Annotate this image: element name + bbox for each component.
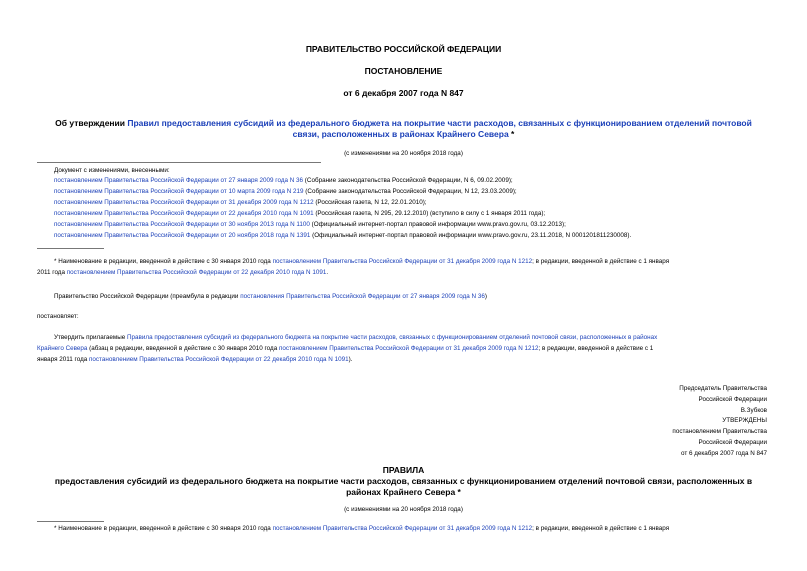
preamble-text: ) [484,293,487,300]
amendment-link[interactable]: постановлением Правительства Российской Федерации от 10 марта 2009 года N 219 [54,188,304,195]
footnote-title-line2 [37,268,328,279]
footnote2-line1 [54,524,669,535]
amendment-source: (Российская газета, N 295, 29.12.2010) (вступило в силу с 1 января 2011 года); [313,210,546,217]
amendment-source: (Официальный интернет-портал правовой информации www.pravo.gov.ru, 23.11.2018, N 0001201811230008). [310,232,632,239]
rules-title-line2: районах Крайнего Севера * [346,487,461,497]
footnote-text: ; в редакции, введенной в действие с 1 января [532,258,670,265]
footnote-text: 2011 года [37,269,67,276]
signature-name: В.Зубков [740,407,767,414]
approve-text: ; в редакции, введенной в действие с 1 [538,345,654,352]
amendment-item [54,209,545,220]
doctype-heading: ПОСТАНОВЛЕНИЕ [364,66,443,76]
footnote-link[interactable]: постановлением Правительства Российской Федерации от 31 декабря 2009 года N 1212 [272,258,533,265]
amendment-link[interactable]: постановлением Правительства Российской Федерации от 30 ноября 2013 года N 1100 [54,221,310,228]
amendment-item [54,198,427,209]
approved-date: от 6 декабря 2007 года N 847 [680,450,767,457]
approve-rules-link-cont[interactable]: Крайнего Севера [37,345,88,352]
amendment-source: (Собрание законодательства Российской Федерации, N 12, 23.03.2009); [303,188,517,195]
signature-position-2: Российской Федерации [698,396,767,403]
amendment-item [54,231,631,242]
amendment-source: (Собрание законодательства Российской Федерации, N 6, 09.02.2009); [303,177,513,184]
amendment-source: (Официальный интернет-портал правовой информации www.pravo.gov.ru, 03.12.2013); [309,221,566,228]
amendment-item [54,187,517,198]
title-suffix: * [508,129,515,139]
approve-text: ). [348,356,353,363]
approve-line3 [37,355,352,366]
approve-link[interactable]: постановлением Правительства Российской Федерации от 31 декабря 2009 года N 1212 [278,345,539,352]
amendment-item [54,176,513,187]
amendment-link[interactable]: постановлением Правительства Российской Федерации от 27 января 2009 года N 36 [54,177,304,184]
approve-text: (абзац в редакции, введенной в действие с 30 января 2010 года [87,345,279,352]
approved-by: постановлением Правительства [672,428,767,435]
approve-rules-link[interactable]: Правила предоставления субсидий из федерального бюджета на покрытие части расходов, связанных с функционированием отделений почтовой связи, расположенных в районах [127,334,658,341]
footnote-text: * Наименование в редакции, введенной в действие с 30 января 2010 года [54,258,273,265]
footnote-text: . [326,269,329,276]
footnote-title-line1 [54,257,669,268]
amendments-intro: Документ с изменениями, внесенными: [54,167,170,174]
footnote-text: * Наименование в редакции, введенной в действие с 30 января 2010 года [54,525,273,532]
approve-text: Утвердить прилагаемые [54,334,127,341]
divider [37,162,321,163]
approved-label: УТВЕРЖДЕНЫ [722,417,767,424]
approve-line2 [37,344,653,355]
rules-title-line1: предоставления субсидий из федерального бюджета на покрытие части расходов, связанных с функционированием отделений почтовой связи, расположенных в [54,476,753,486]
document-title-line2 [0,129,807,139]
amendment-link[interactable]: постановлением Правительства Российской Федерации от 20 ноября 2018 года N 1391 [54,232,311,239]
footnote-link[interactable]: постановлением Правительства Российской Федерации от 22 декабря 2010 года N 1091 [66,269,327,276]
preamble [54,292,487,303]
title-prefix: Об утверждении [55,118,128,128]
preamble-link[interactable]: постановления Правительства Российской Федерации от 27 января 2009 года N 36 [240,293,485,300]
footnote-link[interactable]: постановлением Правительства Российской Федерации от 31 декабря 2009 года N 1212 [272,525,533,532]
document-date: от 6 декабря 2007 года N 847 [343,88,464,98]
approve-line1 [54,333,657,344]
amendment-link[interactable]: постановлением Правительства Российской Федерации от 31 декабря 2009 года N 1212 [54,199,314,206]
footnote-divider [37,248,104,249]
approve-link[interactable]: постановлением Правительства Российской Федерации от 22 декабря 2010 года N 1091 [89,356,349,363]
title-rules-link-cont[interactable]: связи, расположенных в районах Крайнего Севера [292,129,509,139]
decides-text: постановляет: [37,313,79,320]
rules-heading: ПРАВИЛА [382,465,425,475]
signature-position: Председатель Правительства [679,385,767,392]
footnote-divider-2 [37,521,104,522]
amendment-link[interactable]: постановлением Правительства Российской Федерации от 22 декабря 2010 года N 1091 [54,210,314,217]
amendment-source: (Российская газета, N 12, 22.01.2010); [313,199,427,206]
amendment-item [54,220,566,231]
changes-note: (с изменениями на 20 ноября 2018 года) [344,150,463,157]
org-heading: ПРАВИТЕЛЬСТВО РОССИЙСКОЙ ФЕДЕРАЦИИ [305,44,502,54]
approved-by-2: Российской Федерации [698,439,767,446]
rules-changes-note: (с изменениями на 20 ноября 2018 года) [344,506,463,513]
preamble-text: Правительство Российской Федерации (преамбула в редакции [54,293,241,300]
approve-text: января 2011 года [37,356,89,363]
title-rules-link[interactable]: Правил предоставления субсидий из федерального бюджета на покрытие части расходов, связанных с функционированием отделений почтовой [127,118,752,128]
document-title [0,118,807,128]
footnote-text: ; в редакции, введенной в действие с 1 января [532,525,670,532]
